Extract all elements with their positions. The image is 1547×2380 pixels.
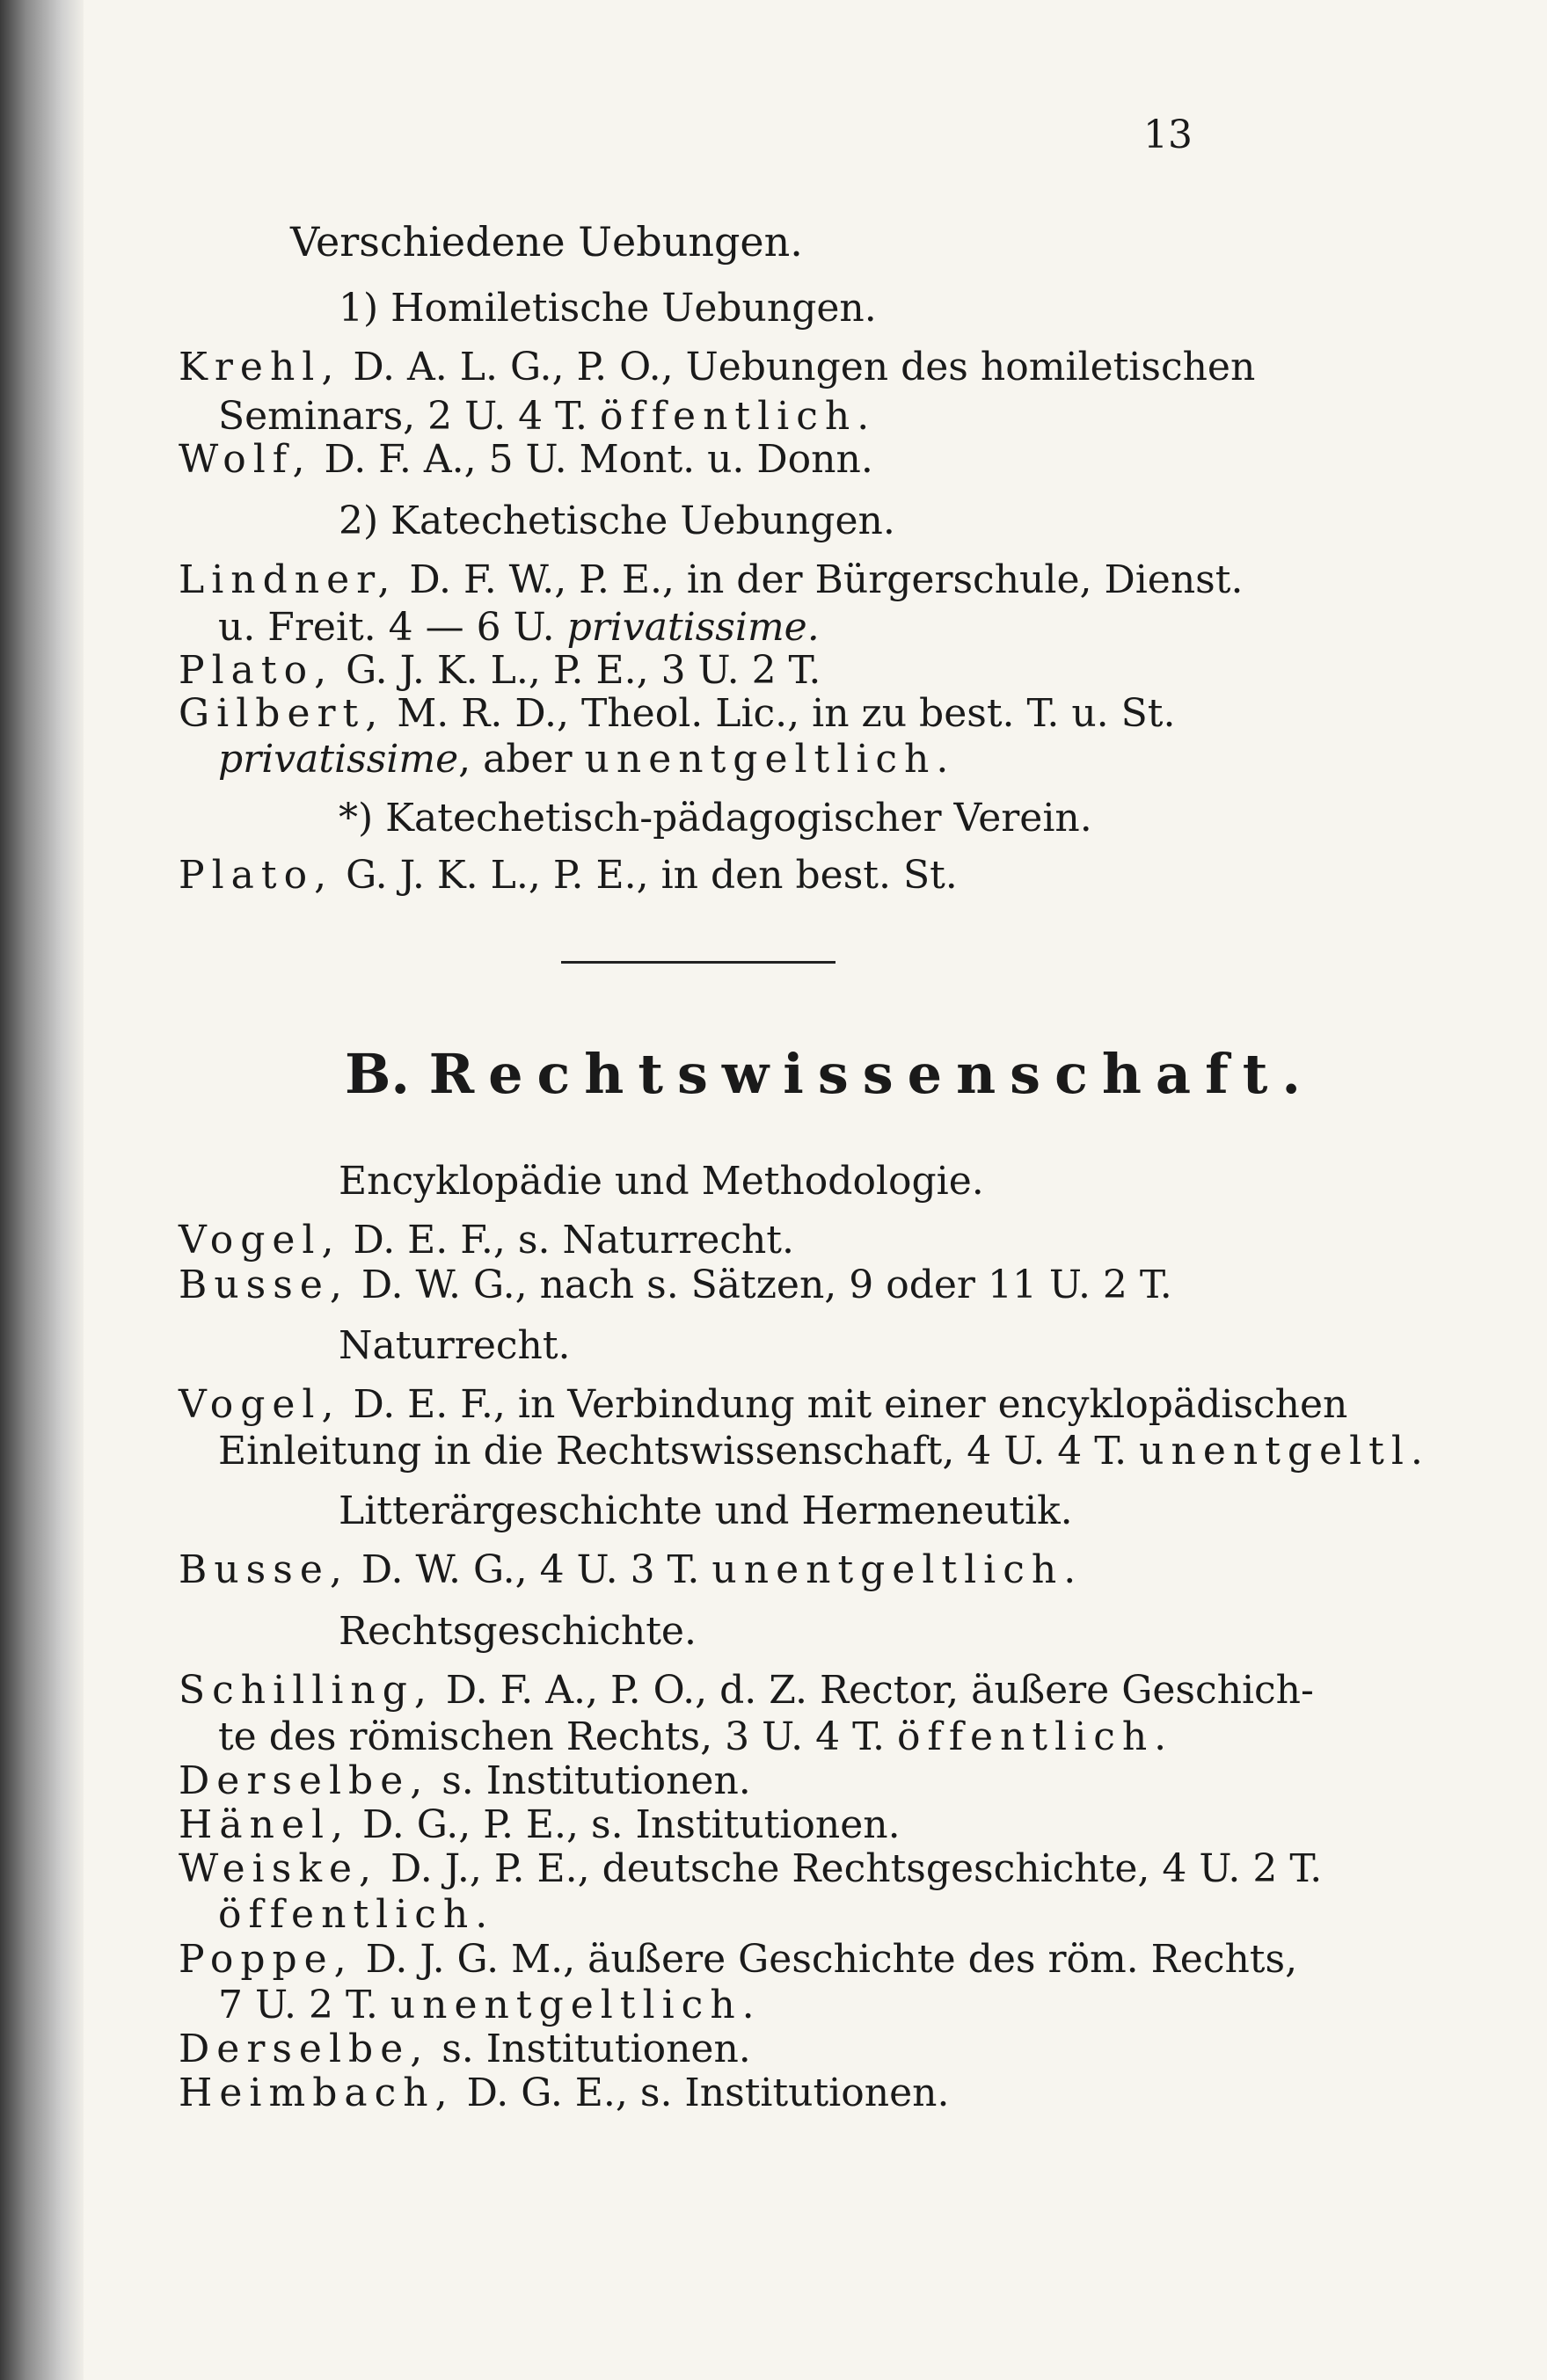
entry-text: te des römischen Rechts, 3 U. 4 T. (218, 1714, 897, 1759)
entry-gilbert-cont (218, 737, 955, 782)
entry-busse (179, 1263, 1172, 1307)
spaced-text: unentgeltlich. (390, 1983, 762, 2027)
lecturer-name: Lindner, (179, 557, 398, 602)
entry-heimbach (179, 2071, 949, 2115)
entry-plato-society (179, 853, 958, 898)
section-letter: B. (345, 1042, 429, 1106)
entry-schilling-cont (218, 1714, 1173, 1759)
heading-legal-history: Rechtsgeschichte. (339, 1609, 697, 1654)
lecturer-name: Wolf, (179, 437, 312, 482)
entry-krehl (179, 345, 1255, 389)
entry-text: 7 U. 2 T. (218, 1983, 390, 2027)
entry-text: D. F. A., 5 U. Mont. u. Donn. (311, 437, 873, 482)
spaced-text: öffentlich. (599, 394, 877, 439)
section-title: Rechtswissenschaft. (428, 1042, 1315, 1106)
lecturer-name: Weiske, (179, 1846, 379, 1891)
entry-weiske-cont (218, 1892, 494, 1937)
lecturer-name: Plato, (179, 648, 334, 693)
entry-text: D. F. A., P. O., d. Z. Rector, äußere Geschich- (433, 1668, 1314, 1713)
spaced-text: öffentlich. (218, 1892, 495, 1937)
lecturer-name: Derselbe, (179, 2027, 430, 2071)
lecturer-name: Busse, (179, 1547, 349, 1592)
lecturer-name: Gilbert, (179, 691, 385, 736)
lecturer-name: Schilling, (179, 1668, 434, 1713)
entry-poppe-cont (218, 1983, 762, 2027)
entry-text: D. W. G., nach s. Sätzen, 9 oder 11 U. 2 T. (348, 1263, 1172, 1307)
entry-text: s. Institutionen. (429, 1758, 751, 1803)
lecturer-name: Poppe, (179, 1937, 354, 1982)
lecturer-name: Vogel, (179, 1218, 341, 1263)
entry-poppe (179, 1937, 1297, 1982)
entry-text: G. J. K. L., P. E., in den best. St. (333, 853, 958, 898)
entry-derselbe-2 (179, 2027, 751, 2071)
heading-literary-history: Litterärgeschichte und Hermeneutik. (339, 1488, 1073, 1533)
heading-homiletic-exercises: 1) Homiletische Uebungen. (339, 286, 877, 331)
entry-text: D. J. G. M., äußere Geschichte des röm. Rechts, (353, 1937, 1298, 1982)
heading-jurisprudence (345, 1042, 1315, 1106)
page-number: 13 (1143, 113, 1193, 157)
entry-text: D. E. F., in Verbindung mit einer encyklopädischen (340, 1382, 1348, 1427)
entry-text: G. J. K. L., P. E., 3 U. 2 T. (333, 648, 821, 693)
section-divider (561, 961, 836, 964)
lecturer-name: Busse, (179, 1263, 349, 1307)
spaced-text: unentgeltlich. (584, 737, 956, 782)
heading-catechetic-society: *) Katechetisch-pädagogischer Verein. (339, 796, 1092, 841)
entry-krehl-cont (218, 394, 876, 439)
entry-text: , aber (458, 737, 585, 782)
lecturer-name: Hänel, (179, 1802, 351, 1847)
entry-text: s. Institutionen. (429, 2027, 751, 2071)
entry-vogel-natural-law (179, 1382, 1347, 1427)
italic-text: privatissime. (566, 605, 820, 650)
entry-text: Seminars, 2 U. 4 T. (218, 394, 600, 439)
entry-plato (179, 648, 821, 693)
spaced-text: unentgeltlich. (711, 1547, 1084, 1592)
entry-vogel-natural-law-cont (218, 1429, 1430, 1474)
entry-text: u. Freit. 4 — 6 U. (218, 605, 567, 650)
entry-lindner (179, 557, 1243, 602)
entry-gilbert (179, 691, 1175, 736)
entry-derselbe-1 (179, 1758, 751, 1803)
entry-vogel (179, 1218, 794, 1263)
entry-wolf (179, 437, 873, 482)
heading-encyclopedia: Encyklopädie und Methodologie. (339, 1159, 984, 1204)
italic-text: privatissime (218, 737, 459, 782)
entry-text: D. G. E., s. Institutionen. (454, 2071, 950, 2115)
entry-text: Einleitung in die Rechtswissenschaft, 4 U. 4 T. (218, 1429, 1140, 1474)
entry-text: D. A. L. G., P. O., Uebungen des homiletischen (340, 345, 1256, 389)
entry-text: D. W. G., 4 U. 3 T. (348, 1547, 712, 1592)
heading-catechetic-exercises: 2) Katechetische Uebungen. (339, 499, 895, 543)
lecturer-name: Vogel, (179, 1382, 341, 1427)
entry-text: D. E. F., s. Naturrecht. (340, 1218, 794, 1263)
entry-lindner-cont (218, 605, 820, 650)
entry-weiske (179, 1846, 1322, 1891)
entry-text: M. R. D., Theol. Lic., in zu best. T. u. St. (384, 691, 1176, 736)
heading-various-exercises: Verschiedene Uebungen. (290, 218, 803, 266)
lecturer-name: Heimbach, (179, 2071, 455, 2115)
spaced-text: öffentlich. (896, 1714, 1174, 1759)
lecturer-name: Krehl, (179, 345, 341, 389)
spaced-text: unentgeltl. (1139, 1429, 1430, 1474)
lecturer-name: Derselbe, (179, 1758, 430, 1803)
lecturer-name: Plato, (179, 853, 334, 898)
entry-schilling (179, 1668, 1314, 1713)
entry-haenel (179, 1802, 901, 1847)
entry-text: D. F. W., P. E., in der Bürgerschule, Dienst. (397, 557, 1244, 602)
heading-natural-law: Naturrecht. (339, 1323, 571, 1368)
entry-text: D. G., P. E., s. Institutionen. (350, 1802, 901, 1847)
entry-busse-literary (179, 1547, 1083, 1592)
entry-text: D. J., P. E., deutsche Rechtsgeschichte, 4 U. 2 T. (378, 1846, 1323, 1891)
